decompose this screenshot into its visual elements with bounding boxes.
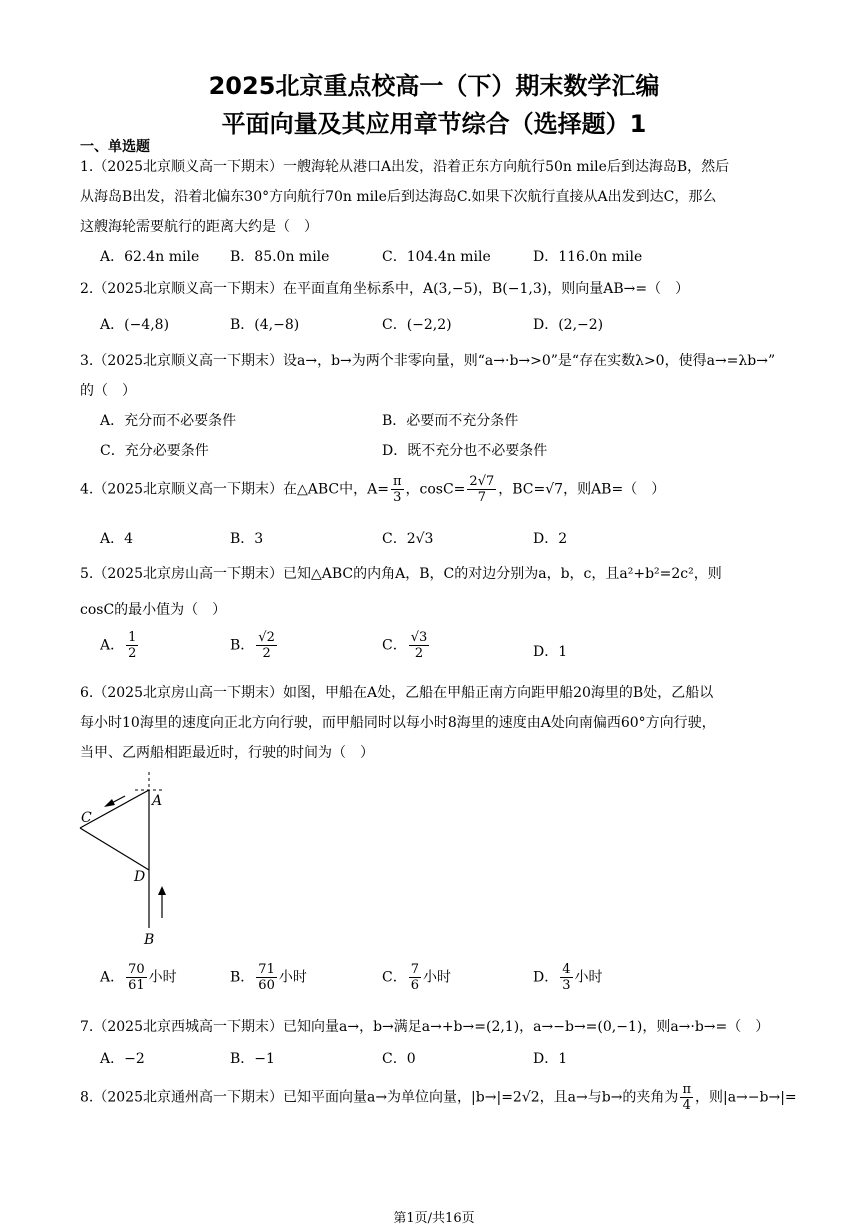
- q5-c-den: 2: [414, 646, 424, 661]
- q6-c-den: 6: [410, 978, 419, 993]
- q6-a-den: 61: [128, 978, 145, 993]
- q4-text-mid: ，cosC=: [405, 481, 466, 498]
- q6-d-fraction: [560, 962, 572, 993]
- q8-angle-num: π: [682, 1082, 691, 1097]
- q1-line-1: 1.（2025北京顺义高一下期末）一艘海轮从港口A出发，沿着正东方向航行50n mile后到达海岛B，然后: [80, 159, 730, 175]
- q4-cos-num: 2√7: [469, 474, 495, 489]
- q3-option-b: B．必要而不充分条件: [382, 413, 519, 429]
- q4-cos-den: 7: [477, 490, 486, 505]
- q3-line-2: 的（ ）: [80, 383, 136, 399]
- q8-text-pre: 8.（2025北京通州高一下期末）已知平面向量a→为单位向量，|b→|=2√2，且a→与b→的夹角为: [80, 1089, 679, 1106]
- q6-a-label: A．: [100, 969, 125, 986]
- section-heading: 一、单选题: [80, 139, 150, 155]
- q1-option-d: D．116.0n mile: [533, 249, 643, 265]
- q6-d-unit: 小时: [574, 969, 603, 986]
- q5-a-fraction: [126, 630, 138, 661]
- q2-option-d: D．(2,−2): [533, 317, 604, 333]
- q6-c-num: 7: [410, 962, 419, 977]
- q2-option-c: C．(−2,2): [382, 317, 452, 333]
- q5-option-d: D．1: [533, 644, 568, 660]
- q6-option-b: [230, 962, 307, 993]
- q4-angle-den: 3: [393, 490, 402, 505]
- q5-option-c: [382, 630, 431, 661]
- q5-line-2: cosC的最小值为（ ）: [80, 602, 227, 618]
- q6-option-c: [382, 962, 451, 993]
- q4-text-pre: 4.（2025北京顺义高一下期末）在△ABC中，A=: [80, 481, 389, 498]
- page-footer: 第1页/共16页: [393, 1211, 475, 1226]
- label-b: B: [144, 932, 155, 948]
- q6-a-num: 70: [128, 962, 145, 977]
- q5-c-num: √3: [410, 630, 428, 645]
- title-line-2: 平面向量及其应用章节综合（选择题）1: [221, 110, 647, 138]
- q6-b-den: 60: [258, 978, 275, 993]
- q5-c-label: C．: [382, 637, 407, 654]
- q2-line-1: 2.（2025北京顺义高一下期末）在平面直角坐标系中，A(3,−5)，B(−1,3)，则向量AB→=（ ）: [80, 281, 690, 297]
- q2-option-a: A．(−4,8): [100, 317, 170, 333]
- q2-option-b: B．(4,−8): [230, 317, 300, 333]
- q5-option-b: [230, 630, 279, 661]
- q6-option-d: [533, 962, 603, 993]
- ship-b-arrowhead: [158, 886, 166, 895]
- q7-option-c: C．0: [382, 1051, 416, 1067]
- q6-line-2: 每小时10海里的速度向正北方向行驶，而甲船同时以每小时8海里的速度由A处向南偏西60°方向行驶，: [80, 715, 716, 731]
- q6-b-unit: 小时: [278, 969, 307, 986]
- q6-line-3: 当甲、乙两船相距最近时，行驶的时间为（ ）: [80, 745, 374, 761]
- q5-option-a: [100, 630, 140, 661]
- q1-option-b: B．85.0n mile: [230, 249, 330, 265]
- q4-option-b: B．3: [230, 531, 264, 547]
- q6-a-fraction: [126, 962, 147, 993]
- q5-c-fraction: [409, 630, 430, 661]
- q5-b-den: 2: [262, 646, 271, 661]
- q3-option-c: C．充分必要条件: [100, 443, 209, 459]
- q4-cos-fraction: [467, 474, 496, 505]
- q8-text-post: ，则|a→−b→|=: [694, 1089, 797, 1106]
- q6-d-label: D．: [533, 969, 559, 986]
- q7-line-1: 7.（2025北京西城高一下期末）已知向量a→，b→满足a→+b→=(2,1)，a→−b→=(0,−1)，则a→·b→=（ ）: [80, 1019, 770, 1035]
- q6-c-fraction: [409, 962, 421, 993]
- q8-angle-den: 4: [682, 1098, 691, 1113]
- q4-line-1: [80, 474, 665, 505]
- q5-b-num: √2: [258, 630, 275, 645]
- label-c: C: [81, 810, 92, 826]
- q6-c-label: C．: [382, 969, 407, 986]
- q1-option-a: A．62.4n mile: [100, 249, 200, 265]
- title-line-1: 2025北京重点校高一（下）期末数学汇编: [208, 72, 660, 100]
- q3-line-1: 3.（2025北京顺义高一下期末）设a→，b→为两个非零向量，则“a→·b→>0”是“存在实数λ>0，使得a→=λb→”: [80, 353, 776, 369]
- q6-a-unit: 小时: [148, 969, 177, 986]
- q6-b-num: 71: [258, 962, 275, 977]
- q6-b-fraction: [256, 962, 277, 993]
- q8-line-1: [80, 1082, 797, 1113]
- q1-line-3: 这艘海轮需要航行的距离大约是（ ）: [80, 219, 318, 235]
- q6-d-den: 3: [562, 978, 571, 993]
- q6-c-unit: 小时: [423, 969, 451, 986]
- q7-option-b: B．−1: [230, 1051, 275, 1067]
- q5-b-label: B．: [230, 637, 255, 654]
- q6-d-num: 4: [562, 962, 571, 977]
- label-a: A: [152, 793, 163, 809]
- q1-option-c: C．104.4n mile: [382, 249, 491, 265]
- q5-b-fraction: [256, 630, 277, 661]
- q5-a-label: A．: [100, 637, 125, 654]
- q6-option-a: [100, 962, 177, 993]
- q8-angle-fraction: [680, 1082, 693, 1113]
- q6-b-label: B．: [230, 969, 255, 986]
- q1-line-2: 从海岛B出发，沿着北偏东30°方向航行70n mile后到达海岛C.如果下次航行直接从A出发到达C，那么: [80, 189, 717, 205]
- q4-option-c: C．2√3: [382, 531, 434, 547]
- q6-figure: [70, 768, 180, 953]
- label-d: D: [134, 869, 146, 885]
- q7-option-a: A．−2: [100, 1051, 145, 1067]
- q3-option-a: A．充分而不必要条件: [100, 413, 237, 429]
- q5-a-den: 2: [128, 646, 137, 661]
- q4-text-post: ，BC=√7，则AB=（ ）: [498, 481, 666, 498]
- ship-a-arrowhead: [104, 799, 115, 807]
- q4-angle-fraction: [391, 474, 404, 505]
- q4-option-a: A．4: [100, 531, 134, 547]
- q7-option-d: D．1: [533, 1051, 568, 1067]
- q5-a-num: 1: [128, 630, 137, 645]
- q6-line-1: 6.（2025北京房山高一下期末）如图，甲船在A处，乙船在甲船正南方向距甲船20海里的B处，乙船以: [80, 685, 714, 701]
- q4-angle-num: π: [392, 474, 402, 489]
- q5-line-1: 5.（2025北京房山高一下期末）已知△ABC的内角A，B，C的对边分别为a，b，c，且a²+b²=2c²，则: [80, 566, 722, 582]
- line-cd: [80, 828, 149, 870]
- q3-option-d: D．既不充分也不必要条件: [382, 443, 548, 459]
- q4-option-d: D．2: [533, 531, 568, 547]
